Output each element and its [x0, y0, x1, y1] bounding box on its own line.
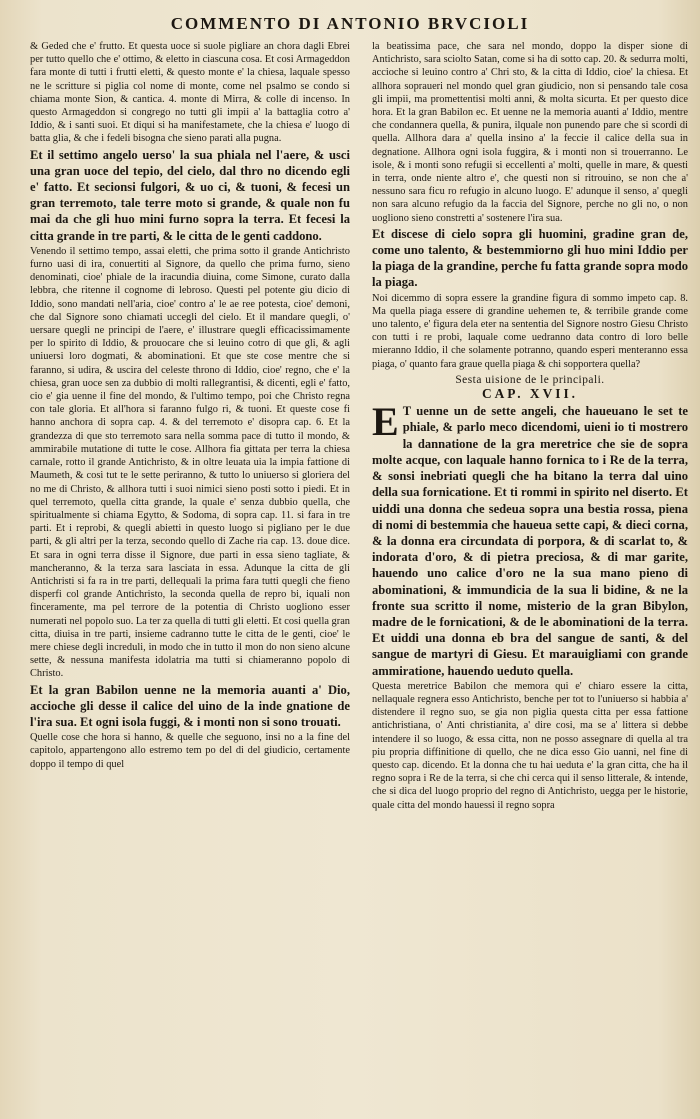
paragraph-text: T uenne un de sette angeli, che haueuano le set te phiale, & parlo meco dicendomi, uieni io ti mostrero la dannatione de la gra meretrice che sie de sopra molte acque, con laquale hanno fornica to i Re de la terra, & sonsi inebriati quegli che ha bitano la terra dal uino della sua fornicatione. Et ti rommi in spirito nel diserto. Et uiddi una donna che sedeua sopra una bestia rossa, piena di nomi di bestemmia che haueua sette capi, & dieci corna, & la donna era circundata di porpora, & di scarlat to, & indorata d'oro, & di pietra preciosa, & di mar garite, hauendo uno calice d'oro ne la sua mano pieno di abominationi, & immundicia de la sua li bidine, & ne la fronte sua scritto il nome, misterio de la gran Bibylon, madre de le fornicationi, & de le abominationi de la terra. Et uiddi una donna eb bra del sangue de santi, & del sangue de martyri di Giesu. Et marauigliami con grande ammiratione, hauendo ueduto quella.: [372, 404, 688, 678]
commentary-paragraph: [30, 40, 350, 146]
commentary-paragraph: [372, 40, 688, 225]
commentary-paragraph: [372, 292, 688, 371]
right-column: [372, 40, 688, 1110]
commentary-paragraph: [30, 245, 350, 681]
commentary-paragraph: [372, 680, 688, 812]
paragraph-text: & Geded che e' frutto. Et questa uoce si suole pigliare an chora dagli Ebrei per tutto quello che e' ottimo, & eletto in ciascuna cosa. Et cosi Armageddon fara monte di tutti i frutti eletti, & questo monte e' la chiesa, laquale spesso ne le scritture si piglia col nome di monte, come nel psalmo se condo si chiama monte Sion, & cantica. 4. monte di Mirra, & colle di incenso. In questo Armageddon si congrego no tutti gli impii a' la battaglia cotro a' Iddio, & i santi suoi. Et diqui si ha manifestamete, che la chiesa e' luogo di batta glia, & che i fedeli bisogna che sieno parati alla pugna.: [30, 41, 350, 145]
paragraph-text: Et discese di cielo sopra gli huomini, gradine gran de, come uno talento, & bestemmiorno gli huo mini Iddio per la piaga de la grandine, perche fu fatta grande sopra modo la piaga.: [372, 226, 688, 290]
left-column: [30, 40, 350, 1110]
scripture-passage: [30, 682, 350, 731]
paragraph-text: Questa meretrice Babilon che memora qui e' chiaro essere la citta, nellaquale regnera esso Antichristo, benche per tot to l'uniuerso si habbia a' distendere il regno suo, se gia non piglia questa citta per essa fattione antichristiana, o' Anti christianita, a' dire cosi, ma se a' littera si debbe intendere il so luogo, & essa citta, non ne posso assegnare di quella al tra piu propria diffinitione di quello, che ne dica esso Gio uanni, nel fine di questo cap. dicendo. Et la donna che tu hai ueduta e' la gran citta, che ha il regno sopra i Re de la terra, si che chi cerca qui il senso litterale, & intende, che si dica del luogo proprio del regno di Antichristo, uegga per le historie, quale citta del mondo hauessi il regno sopra: [372, 680, 688, 811]
paragraph-text: la beatissima pace, che sara nel mondo, doppo la disper sione di Antichristo, sara sciolto Satan, come si ha di sotto cap. 20. & sedurra molti, accioche si leuino contro a' Chri sto, & la citta di Iddio, cioe' la chiesa. Et allhora sopraueri nel mondo quel gran giudicio, non si pensando tale cosa gli impii, ma promettentisi molti anni, & molta sicurta. Et per questo dice hora. Et la gran Babilon ec. Et uenne ne la memoria auanti a' Iddio, mentre che condannera quella, & punira, ilquale non punendo pare che si scordi di quella. Allhora dara a' quella insino a' la feccie il calice della sua in degnatione. Allhora ogni isola fuggira, & i monti non si trouerranno. Le isole, & i monti sono refugii si eccellenti a' molti, quelle in mare, & questi in terra, onde niente altro e', che questi non si ritrouino, se non che a' nessuno sara ficu ro refugio in alcuno luogo. E' adunque il senso, a' quegli non sara alcuno refugio da la faccia del Signore, perche no gli no, o non uogliono sieno constretti a' sostenere l'ira sua.: [372, 41, 688, 224]
paragraph-text: Venendo il settimo tempo, assai eletti, che prima sotto il grande Antichristo furno uasi di ira, conuertiti al Signore, da quello che prima furno, sieno denominati, cioe' phiale de la iracundia diuina, come Simone, curato dalla lebbra, che ritenne il cognome di lebroso. Questi pel potente giu dicio di Iddio, sono mandati nell'aria, cioe' contro a' le ae ree potesta, cioe' demoni, che dal Signore sono chiamati uccegli del cielo. Et il mandare quegli, o' uersare quegli ne principi de l'aere, e' illustrare quegli efficacissimamente per lo spirito di Iddio, & prouocare che si leuino cotro di que gli, & agli uniuersi loro dogmati, & abominationi. Et que ste cose mentre che si faranno, si udira, & uscira del celeste throno di Iddio, cioe' regno, che e' la chiesa, gran uoce sen za dubbio di molti rallegrantisi, & dicenti, egli e' fatto, cio e' gia uenne il fine del mondo, & l'ultimo tempo, poi che Christo regna con tale gloria. Et all'hora si faranno fulgo ri, & tuoni. Et queste cose fi hanno anchora di sopra cap. 4. & del terremoto e' disopra cap. 6. Et la grandezza di que sto terremoto sara nella somma pace di tutto il mondo, & ammirabile mutatione di tutte le cose. Allhora fia gittata per terra la chiesa carnale, rotto il grande Antichristo, & in oltre leuata uia la impia fattione di Maumeth, & cosi tut te le sette periranno, & tutto lo uniuerso si gloriera del no me di Christo, & allhora tutti i suoi nimici sieno posti sotto i piedi. Et in quel terremoto, quella citta grande, la quale e' senza dubbio quella, che spiritualmente si chiama Egytto, & Sodoma, di sopra cap. 11. si fara in tre parti. Et i reprobi, & quegli abietti in questo luogo si pigliano per le due parti, & gli altri per la terza, secondo quello di Zache ria cap. 13. doue dice. Et sara in ogni terra disse il Signore, due parti in essa sieno tagliate, & mancheranno, & la terza sara lasciata in essa. Adunque la citta de gli Antichristi si fa ra in tre parti, dellequali la prima fara tutti quegli che fieno disperfi col grande Antichristo, la seconda quella de repro bi, iquali non finceramente, ma pel terrore de la potentia di Christo uogliono esser numerati nel popolo suo. La ter za quella di tutti gli eletti. Et cosi quella gran citta, diuisa in tre parti, insieme cadranno tutte le citta de le genti, cioe' le mere chiese degli increduli, in modo che in tutto il mon do non sieno alcune sette, & nessuna manifesta idolatria ma tutti si chiameranno popolo di Christo.: [30, 245, 350, 680]
paragraph-text: Sesta uisione de le principali.: [455, 373, 605, 386]
paragraph-text: Noi dicemmo di sopra essere la grandine figura di sommo impeto cap. 8. Ma quella piaga essere di grandine uehemen te, & terribile grande come uno talento, e' figura dela eter na sententia del Signore nostro Giesu Christo con tutti i re probi, laquale come uedranno data contro di loro belle mieranno Iddio, il che solamente potranno, quando esperi menteranno essa piaga, o' quanto fara graue quella piaga & chi sopportera quella?: [372, 292, 688, 370]
drop-cap: E: [372, 399, 399, 445]
paragraph-text: CAP. XVII.: [481, 386, 579, 402]
running-header: COMMENTO DI ANTONIO BRVCIOLI: [170, 14, 530, 33]
paragraph-text: Et la gran Babilon uenne ne la memoria auanti a' Dio, accioche gli desse il calice del uino de la inde gnatione de l'ira sua. Et ogni isola fuggi, & i monti non si sono trouati.: [30, 682, 350, 729]
commentary-paragraph: [30, 731, 350, 771]
chapter-heading: [372, 387, 688, 400]
paragraph-text: Et il settimo angelo uerso' la sua phiala nel l'aere, & usci una gran uoce del tepio, del cielo, dal thro no dicendo egli e' fatto. Et secionsi fulgori, & uo ci, & tuoni, & fecesi un gran terremoto, tale terre moto si grande, & quale non fu mai da che gli huo mini furno sopra la terra. Et fecesi la citta grande in tre parti, & le citta de le genti caddono.: [30, 147, 350, 243]
scripture-passage: [30, 147, 350, 244]
paragraph-text: Quelle cose che hora si hanno, & quelle che seguono, insi no a la fine del capitolo, appartengono allo estremo tem po del di del giudicio, certamente doppo il tempo di quel: [30, 732, 350, 770]
scripture-passage: [372, 226, 688, 291]
scripture-passage: [372, 399, 688, 678]
